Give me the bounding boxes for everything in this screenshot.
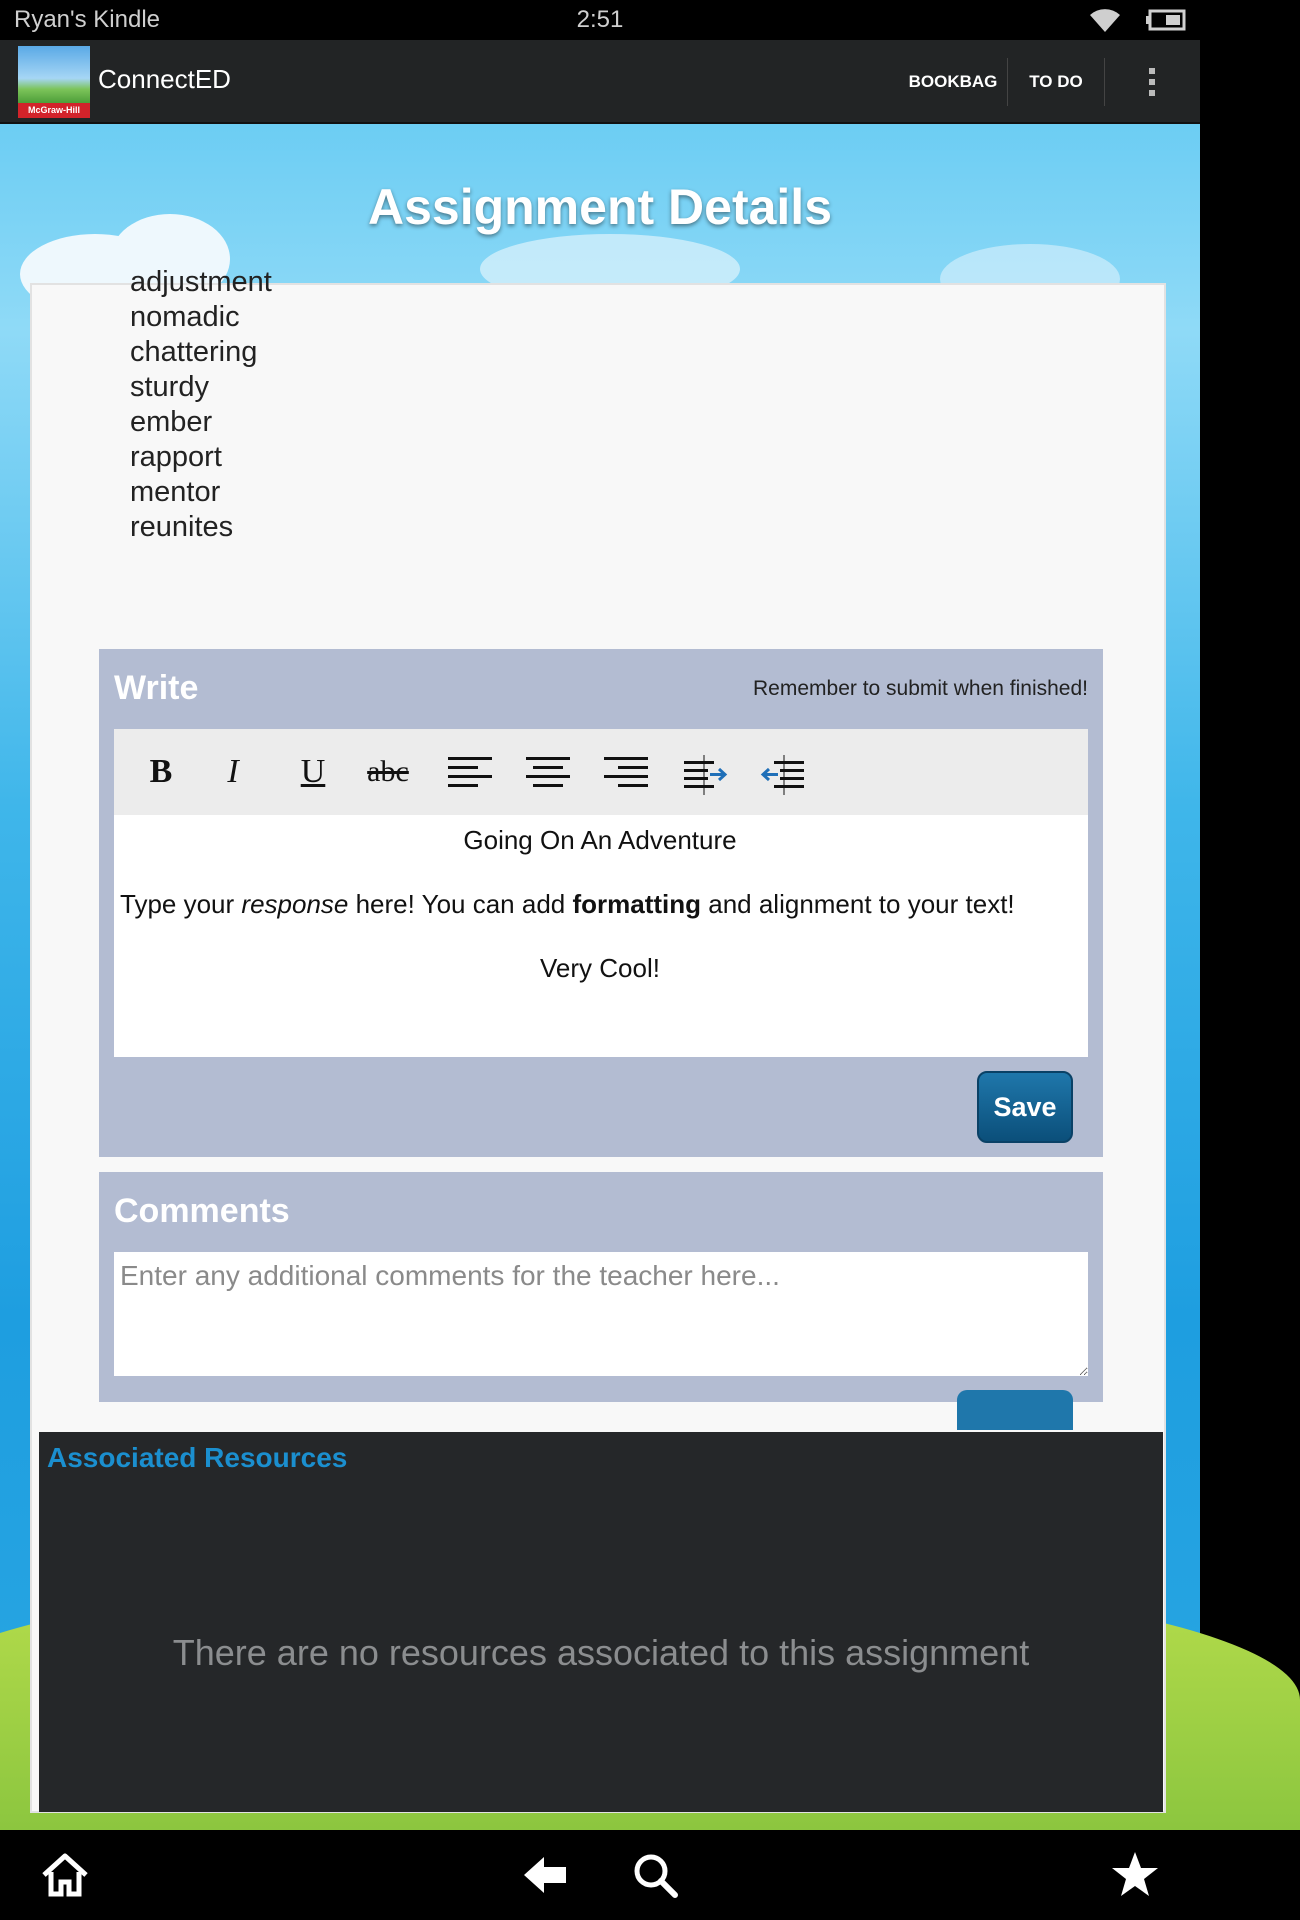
write-title: Write [114, 669, 199, 707]
list-item: rapport [130, 441, 222, 473]
todo-button[interactable]: TO DO [1029, 72, 1083, 91]
editor-italic-text: response [241, 889, 349, 919]
app-title: ConnectED [98, 64, 231, 94]
favorites-icon[interactable] [1108, 1848, 1162, 1902]
wifi-icon [1088, 6, 1122, 34]
list-item: reunites [130, 511, 234, 543]
assignment-card [30, 266, 1166, 1813]
resources-title: Associated Resources [47, 1442, 348, 1473]
align-left-icon[interactable] [446, 749, 496, 795]
italic-icon[interactable]: I [227, 753, 239, 790]
status-bar [0, 0, 1200, 40]
home-icon[interactable] [38, 1848, 92, 1902]
editor-paragraph [120, 889, 1080, 920]
associated-resources-panel [39, 1432, 1163, 1812]
editor-text: Type your [120, 889, 242, 919]
response-editor[interactable] [114, 815, 1088, 1057]
list-item: sturdy [130, 371, 209, 403]
page-title: Assignment Details [367, 179, 832, 235]
comments-submit-button[interactable] [957, 1390, 1073, 1430]
battery-icon [1146, 9, 1186, 31]
editor-heading: Going On An Adventure [463, 825, 737, 855]
bookbag-button[interactable]: BOOKBAG [908, 72, 998, 91]
brand-logo-text: McGraw-Hill [18, 103, 90, 118]
formatting-toolbar [114, 729, 1088, 815]
bold-icon[interactable]: B [149, 753, 173, 790]
divider [1104, 58, 1105, 106]
search-icon[interactable] [628, 1848, 682, 1902]
strikethrough-icon[interactable]: abc [367, 755, 409, 788]
back-icon[interactable] [518, 1848, 572, 1902]
app-bar [0, 40, 1200, 124]
editor-text: here! You can add [348, 889, 573, 919]
resources-empty-message: There are no resources associated to this assignment [172, 1632, 1030, 1673]
device-name: Ryan's Kindle [14, 6, 160, 33]
outdent-icon[interactable] [758, 749, 808, 795]
align-right-icon[interactable] [602, 749, 652, 795]
save-button[interactable]: Save [977, 1071, 1073, 1143]
submit-reminder: Remember to submit when finished! [753, 677, 1088, 700]
align-center-icon[interactable] [524, 749, 574, 795]
editor-text: and alignment to your text! [701, 889, 1015, 919]
app-logo[interactable] [18, 46, 90, 118]
comments-input[interactable] [114, 1252, 1088, 1376]
clock: 2:51 [576, 6, 624, 33]
more-vertical-icon[interactable] [1140, 66, 1164, 98]
editor-closing: Very Cool! [540, 953, 660, 983]
list-item: nomadic [130, 301, 240, 333]
editor-bold-text: formatting [572, 889, 702, 919]
vocabulary-list [130, 266, 272, 545]
list-item: mentor [130, 476, 221, 508]
list-item: chattering [130, 336, 258, 368]
comments-title: Comments [114, 1192, 290, 1230]
comments-panel [99, 1172, 1103, 1402]
navigation-bar [0, 1830, 1200, 1920]
indent-icon[interactable] [680, 749, 730, 795]
write-panel [99, 649, 1103, 1157]
underline-icon[interactable]: U [300, 753, 326, 790]
list-item: ember [130, 406, 213, 438]
list-item: adjustment [130, 266, 272, 298]
